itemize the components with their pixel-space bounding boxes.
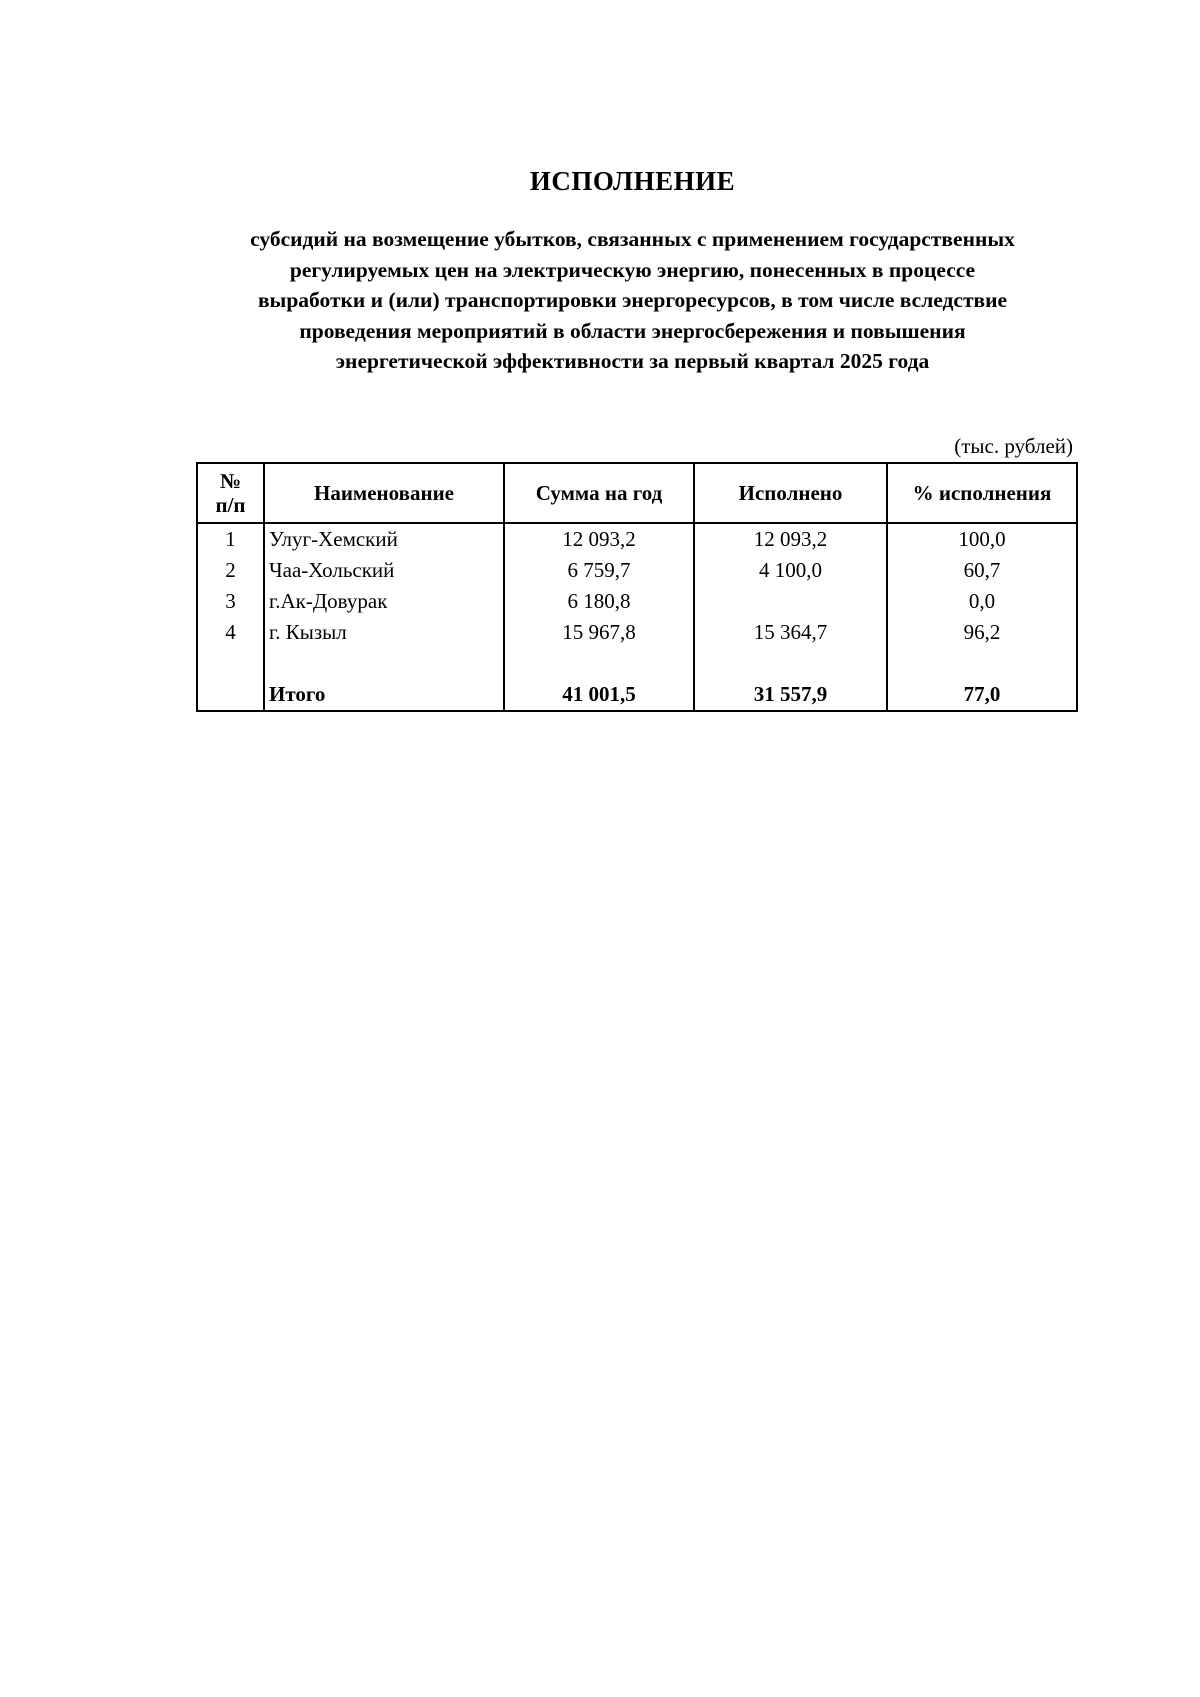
row-name: г. Кызыл — [264, 617, 504, 648]
header-executed: Исполнено — [694, 463, 887, 523]
total-number — [197, 679, 264, 711]
row-executed: 12 093,2 — [694, 523, 887, 555]
document-title: ИСПОЛНЕНИЕ — [529, 166, 736, 196]
total-label: Итого — [264, 679, 504, 711]
row-executed: 4 100,0 — [694, 555, 887, 586]
table-row — [197, 523, 1077, 555]
row-name: Чаа-Хольский — [264, 555, 504, 586]
report-table — [196, 462, 1078, 712]
total-annual: 41 001,5 — [504, 679, 694, 711]
table-spacer-row — [197, 648, 1077, 679]
table-header-row — [197, 463, 1077, 523]
table-row — [197, 555, 1077, 586]
row-executed: 15 364,7 — [694, 617, 887, 648]
table-total-row — [197, 679, 1077, 711]
row-executed — [694, 586, 887, 617]
spacer-cell — [887, 648, 1077, 679]
row-name: Улуг-Хемский — [264, 523, 504, 555]
total-executed: 31 557,9 — [694, 679, 887, 711]
header-percent: % исполнения — [887, 463, 1077, 523]
subtitle-line: регулируемых цен на электрическую энергию, понесенных в процессе — [289, 257, 976, 282]
subtitle-line: выработки и (или) транспортировки энергоресурсов, в том числе вследствие — [257, 288, 1008, 312]
total-percent: 77,0 — [887, 679, 1077, 711]
row-percent: 100,0 — [887, 523, 1077, 555]
header-number-line1: № — [219, 469, 242, 493]
row-number: 3 — [197, 586, 264, 617]
spacer-cell — [504, 648, 694, 679]
table-row — [197, 586, 1077, 617]
row-number: 4 — [197, 617, 264, 648]
header-number-line2: п/п — [215, 493, 246, 517]
row-annual: 6 180,8 — [504, 586, 694, 617]
subtitle-line: субсидий на возмещение убытков, связанных с применением государственных — [250, 227, 1015, 251]
row-annual: 15 967,8 — [504, 617, 694, 648]
row-number: 2 — [197, 555, 264, 586]
subtitle-line: энергетической эффективности за первый квартал 2025 года — [335, 349, 930, 373]
header-name: Наименование — [264, 463, 504, 523]
row-number: 1 — [197, 523, 264, 555]
header-annual-sum: Сумма на год — [504, 463, 694, 523]
row-percent: 96,2 — [887, 617, 1077, 648]
document-subtitle — [150, 224, 1115, 377]
spacer-cell — [694, 648, 887, 679]
spacer-cell — [264, 648, 504, 679]
row-annual: 6 759,7 — [504, 555, 694, 586]
row-percent: 0,0 — [887, 586, 1077, 617]
row-name: г.Ак-Довурак — [264, 586, 504, 617]
header-number — [197, 463, 264, 523]
subtitle-line: проведения мероприятий в области энергосбережения и повышения — [299, 318, 966, 343]
spacer-cell — [197, 648, 264, 679]
row-percent: 60,7 — [887, 555, 1077, 586]
table-row — [197, 617, 1077, 648]
units-note: (тыс. рублей) — [954, 434, 1073, 458]
row-annual: 12 093,2 — [504, 523, 694, 555]
